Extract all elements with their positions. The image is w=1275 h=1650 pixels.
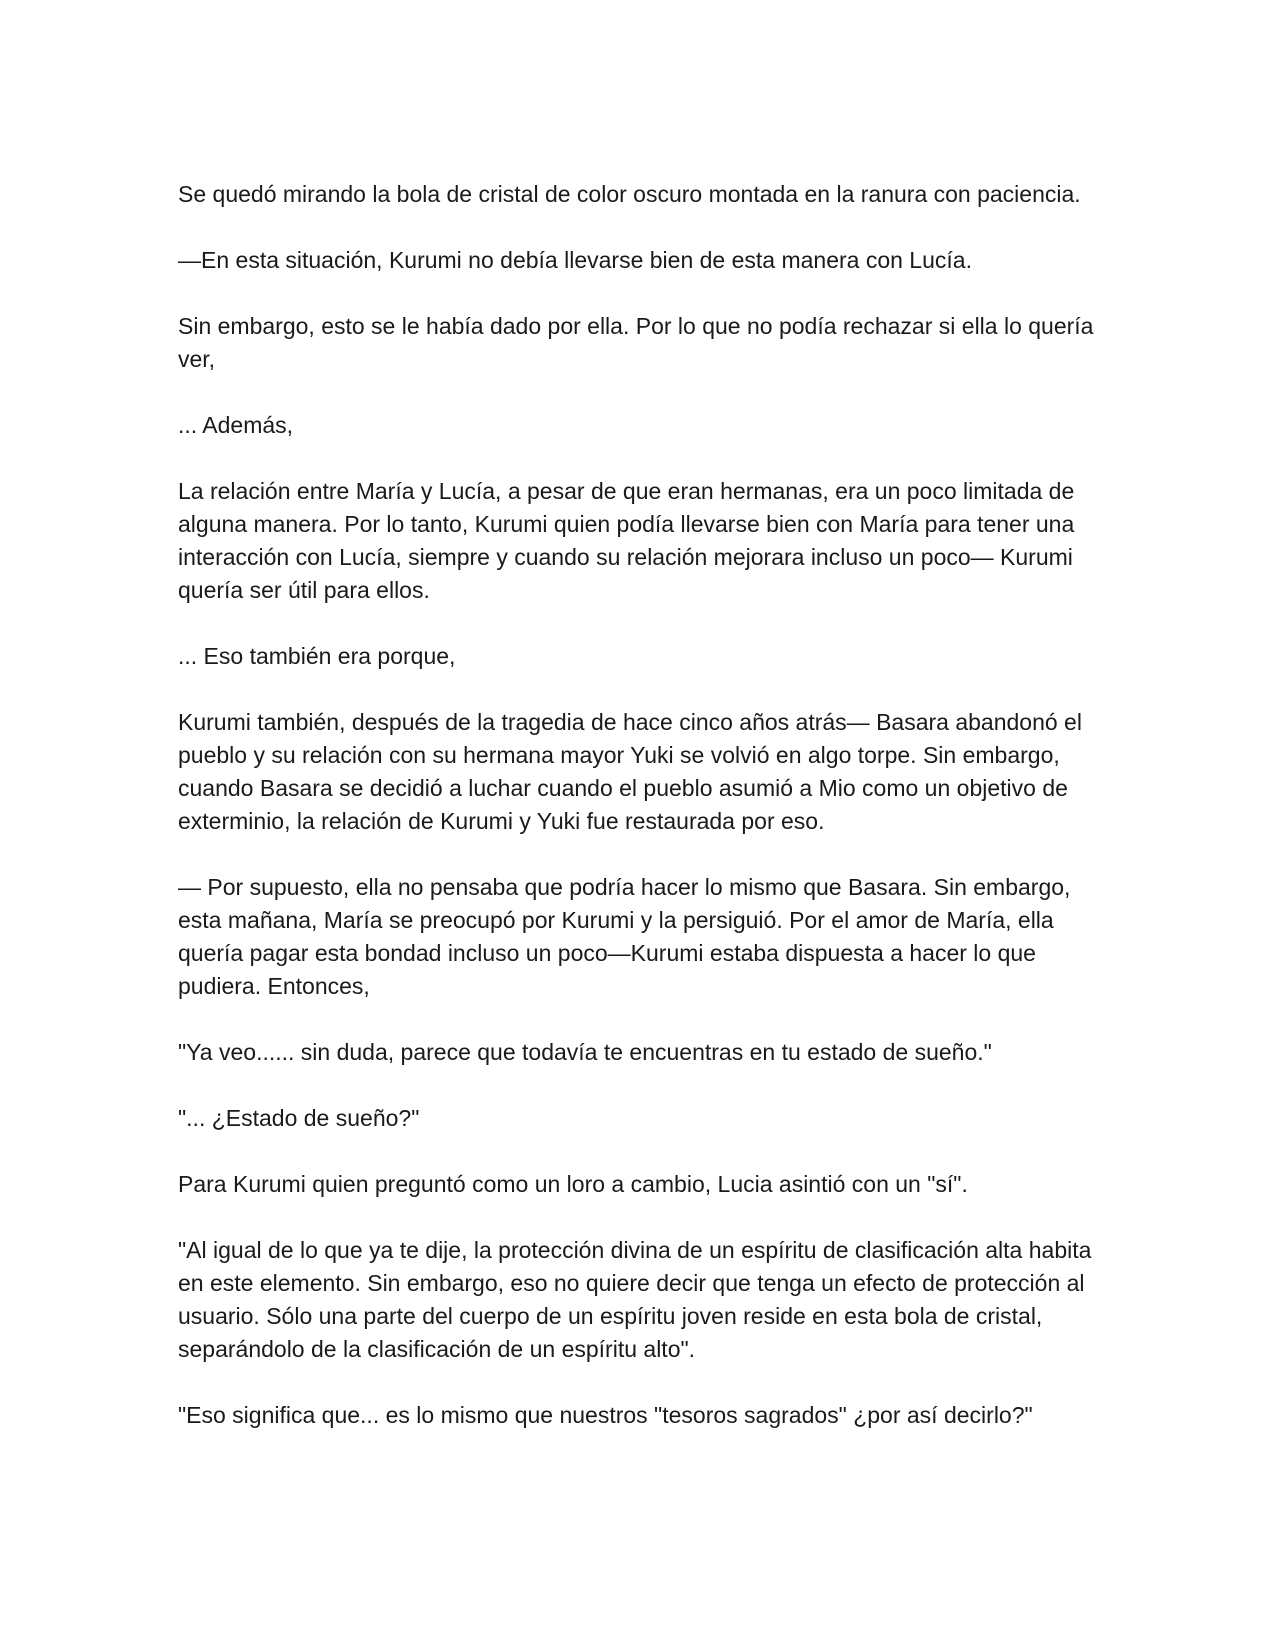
paragraph: Para Kurumi quien preguntó como un loro a cambio, Lucia asintió con un "sí". — [178, 1171, 968, 1197]
paragraph: "Ya veo...... sin duda, parece que todavía te encuentras en tu estado de sueño." — [178, 1039, 992, 1065]
paragraph: Kurumi también, después de la tragedia de hace cinco años atrás— Basara abandonó el pueblo y su relación con su hermana mayor Yuki se volvió en algo torpe. Sin embargo, cuando Basara se decidió a luchar cuando el pueblo asumió a Mio como un objetivo de exterminio, la relación de Kurumi y Yuki fue restaurada por eso. — [178, 709, 1082, 834]
paragraph: "Al igual de lo que ya te dije, la protección divina de un espíritu de clasificación alta habita en este elemento. Sin embargo, eso no quiere decir que tenga un efecto de protección al usuario. Sólo una parte del cuerpo de un espíritu joven reside en esta bola de cristal, separándolo de la clasificación de un espíritu alto". — [178, 1237, 1092, 1362]
paragraph: Se quedó mirando la bola de cristal de color oscuro montada en la ranura con paciencia. — [178, 181, 1081, 207]
paragraph: —En esta situación, Kurumi no debía llevarse bien de esta manera con Lucía. — [178, 247, 972, 273]
paragraph: Sin embargo, esto se le había dado por ella. Por lo que no podía rechazar si ella lo quería ver, — [178, 313, 1094, 372]
document-body — [178, 178, 1103, 1465]
paragraph: "Eso significa que... es lo mismo que nuestros "tesoros sagrados" ¿por así decirlo?" — [178, 1402, 1033, 1428]
paragraph: La relación entre María y Lucía, a pesar de que eran hermanas, era un poco limitada de alguna manera. Por lo tanto, Kurumi quien podía llevarse bien con María para tener una interacción con Lucía, siempre y cuando su relación mejorara incluso un poco— Kurumi quería ser útil para ellos. — [178, 478, 1075, 603]
paragraph: ... Eso también era porque, — [178, 643, 456, 669]
paragraph: "... ¿Estado de sueño?" — [178, 1105, 420, 1131]
paragraph: ... Además, — [178, 412, 294, 438]
paragraph: — Por supuesto, ella no pensaba que podría hacer lo mismo que Basara. Sin embargo, esta mañana, María se preocupó por Kurumi y la persiguió. Por el amor de María, ella quería pagar esta bondad incluso un poco—Kurumi estaba dispuesta a hacer lo que pudiera. Entonces, — [178, 874, 1071, 999]
